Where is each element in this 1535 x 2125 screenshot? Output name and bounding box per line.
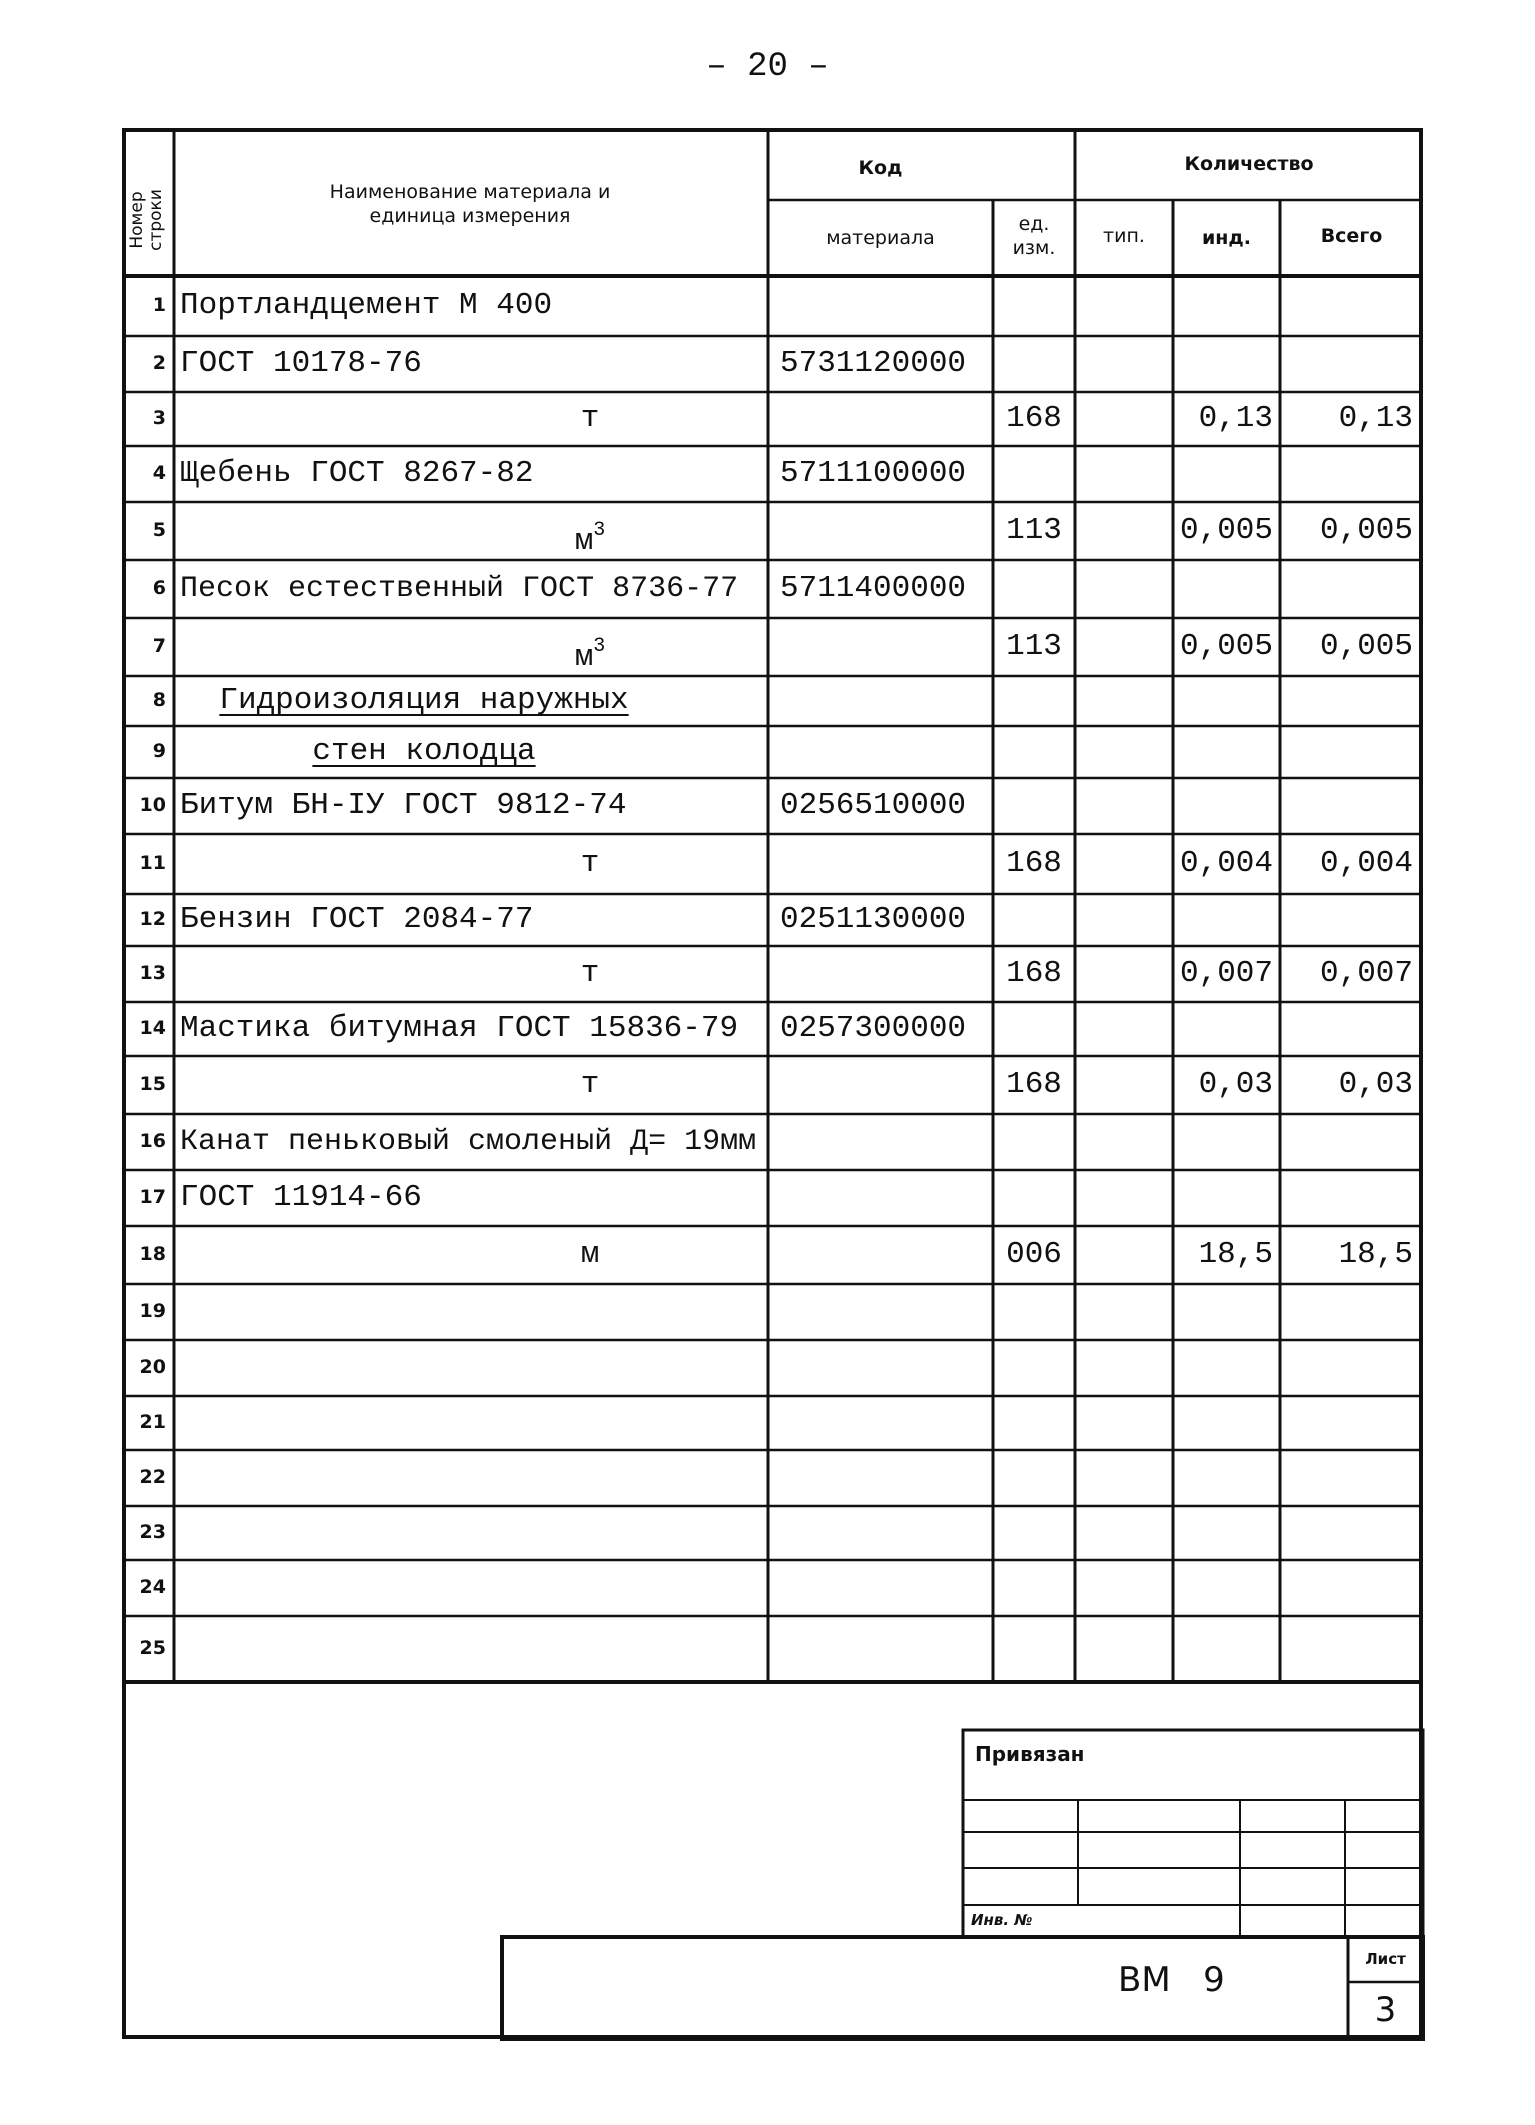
row-number: 13 — [139, 962, 166, 984]
sheet-label: Лист — [1365, 1950, 1406, 1968]
qty-total: 0,03 — [1338, 1067, 1413, 1102]
row-number: 8 — [152, 689, 166, 711]
material-name: $м^3$ — [574, 519, 606, 559]
material-name: Бензин ГОСТ 2084-77 — [180, 902, 534, 937]
material-name: Портландцемент М 400 — [180, 288, 553, 323]
code-header: Код — [858, 157, 903, 179]
material-name: Канат пеньковый смоленый Д= 19мм — [180, 1125, 757, 1159]
material-name: т — [580, 956, 600, 991]
unit-code: 168 — [1006, 1067, 1062, 1102]
row-number: 18 — [139, 1243, 166, 1265]
qty-ind: 0,004 — [1179, 846, 1273, 881]
code-material-header: материала — [826, 227, 935, 249]
bound-label: Привязан — [975, 1742, 1085, 1766]
unit-code: 006 — [1006, 1237, 1062, 1272]
material-code: 5731120000 — [780, 346, 967, 381]
qty-typ-header: тип. — [1103, 225, 1145, 247]
qty-total: 0,005 — [1319, 629, 1413, 664]
code-unit-header: ед. изм. — [1012, 213, 1056, 259]
quantity-header: Количество — [1184, 153, 1314, 175]
material-name: ГОСТ 11914-66 — [180, 1180, 422, 1215]
qty-ind: 0,005 — [1179, 629, 1273, 664]
material-name: $м^3$ — [574, 635, 606, 675]
row-number: 25 — [139, 1637, 166, 1659]
row-number: 24 — [139, 1576, 166, 1598]
row-number: 23 — [139, 1521, 166, 1543]
material-name: Битум БН-IУ ГОСТ 9812-74 — [180, 788, 627, 823]
row-number: 21 — [139, 1411, 166, 1433]
row-number: 20 — [139, 1356, 166, 1378]
row-number: 19 — [139, 1300, 166, 1322]
qty-total: 18,5 — [1338, 1237, 1413, 1272]
material-name: Щебень ГОСТ 8267-82 — [180, 456, 534, 491]
row-number: 4 — [152, 462, 166, 484]
material-name: ГОСТ 10178-76 — [180, 346, 422, 381]
unit-code: 113 — [1006, 629, 1062, 664]
material-name: т — [580, 1067, 600, 1102]
qty-total: 0,13 — [1338, 401, 1413, 436]
material-code: 0251130000 — [780, 902, 967, 937]
qty-ind: 0,03 — [1198, 1067, 1273, 1102]
qty-total: 0,007 — [1319, 956, 1413, 991]
row-number: 5 — [152, 519, 166, 541]
material-name: Мастика битумная ГОСТ 15836-79 — [180, 1011, 739, 1046]
material-name: м — [580, 1237, 600, 1272]
qty-ind: 0,007 — [1179, 956, 1273, 991]
row-number: 16 — [139, 1130, 166, 1152]
unit-superscript: 3 — [593, 519, 606, 542]
row-number: 1 — [152, 294, 166, 316]
material-code: 5711400000 — [780, 571, 967, 606]
row-number: 12 — [139, 908, 166, 930]
unit-code: 168 — [1006, 846, 1062, 881]
row-number: 22 — [139, 1466, 166, 1488]
qty-ind: 18,5 — [1198, 1237, 1273, 1272]
material-name: стен колодца — [312, 734, 536, 769]
qty-total: 0,005 — [1319, 513, 1413, 548]
material-name: Песок естественный ГОСТ 8736-77 — [180, 572, 739, 606]
row-number: 9 — [152, 740, 166, 762]
row-number: 7 — [152, 635, 166, 657]
row-number: 11 — [139, 852, 166, 874]
row-number: 17 — [139, 1186, 166, 1208]
row-number: 2 — [152, 352, 166, 374]
sheet-number: 3 — [1374, 1990, 1397, 2030]
material-name: т — [580, 401, 600, 436]
qty-total: 0,004 — [1319, 846, 1413, 881]
qty-ind-header: инд. — [1201, 227, 1251, 249]
unit-code: 113 — [1006, 513, 1062, 548]
material-code: 0257300000 — [780, 1011, 967, 1046]
material-name: Гидроизоляция наружных — [219, 683, 629, 718]
material-code: 0256510000 — [780, 788, 967, 823]
material-code: 5711100000 — [780, 456, 967, 491]
qty-ind: 0,13 — [1198, 401, 1273, 436]
qty-total-header: Всего — [1320, 225, 1383, 247]
row-number: 6 — [152, 577, 166, 599]
unit-code: 168 — [1006, 401, 1062, 436]
page-number: – 20 – — [706, 48, 829, 86]
inv-number-label: Инв. № — [971, 1911, 1033, 1929]
qty-ind: 0,005 — [1179, 513, 1273, 548]
document-code: ВМ 9 — [1118, 1960, 1225, 2000]
unit-code: 168 — [1006, 956, 1062, 991]
row-number: 15 — [139, 1073, 166, 1095]
row-number-header: Номер строки — [127, 189, 166, 251]
unit-superscript: 3 — [593, 635, 606, 658]
row-number: 14 — [139, 1017, 166, 1039]
row-number: 3 — [152, 407, 166, 429]
material-name: т — [580, 846, 600, 881]
row-number: 10 — [139, 794, 166, 816]
name-header: Наименование материала и единица измерения — [329, 181, 611, 227]
